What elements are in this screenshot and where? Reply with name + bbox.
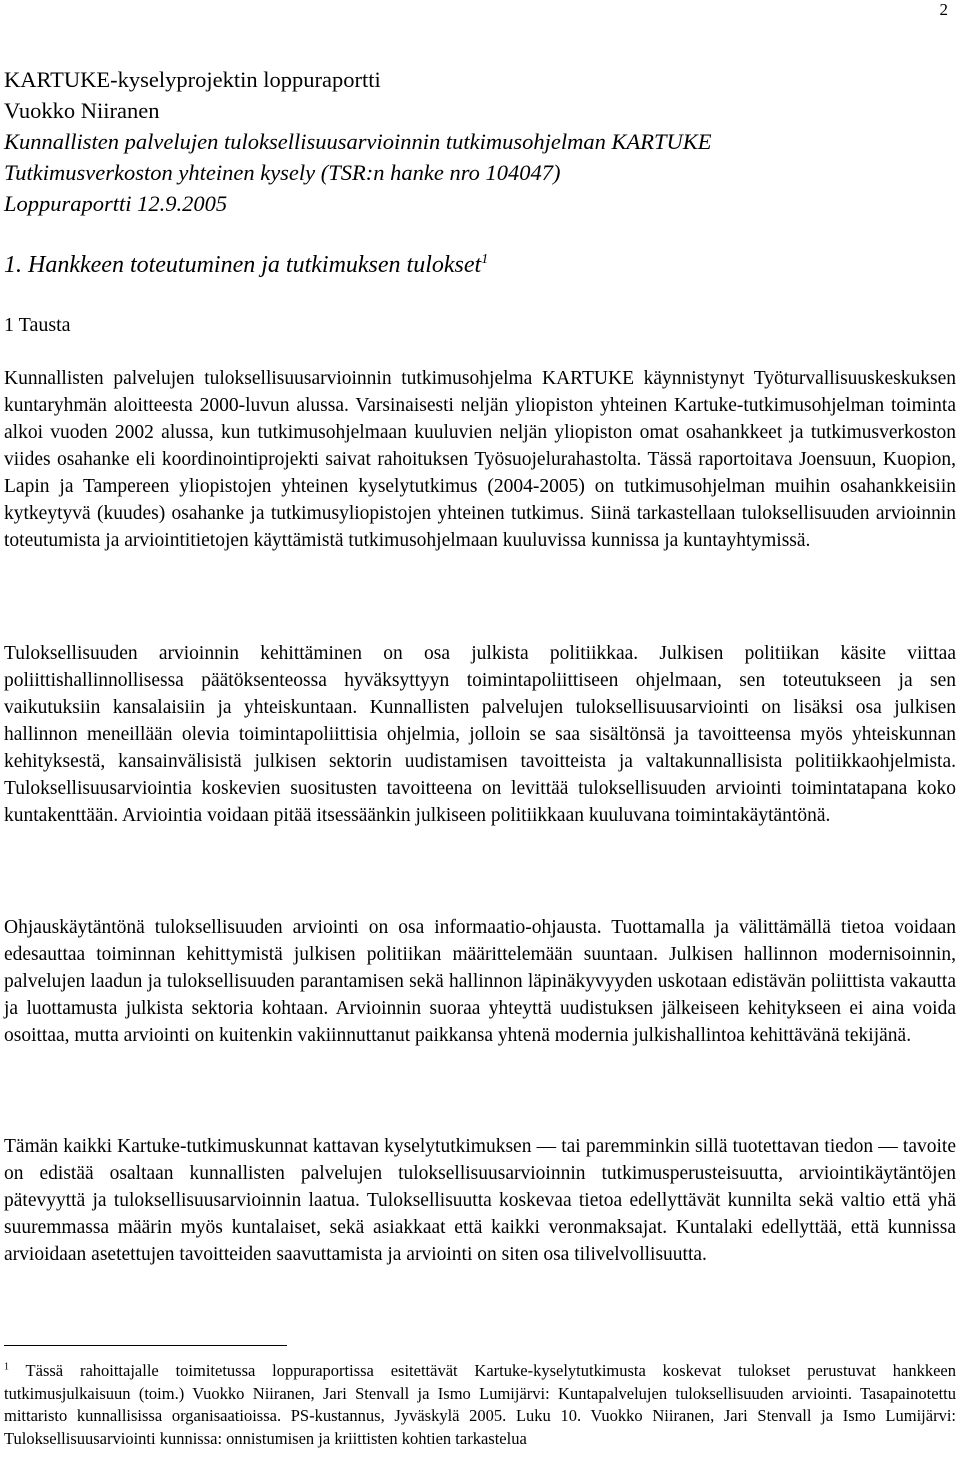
paragraph: Ohjauskäytäntönä tuloksellisuuden arviointi on osa informaatio-ohjausta. Tuottamalla ja välittämällä tietoa voidaan edesauttaa toiminnan kehittymistä julkisen politiikan määrittelemään suuntaan. Julkisen hallinnon modernisoinnin, palvelujen laadun ja tuloksellisuuden parantamisen sekä hallinnon läpinäkyvyyden uskotaan edistävän poliittista vakautta ja luottamusta julkista sektoria kohtaan. Arvioinnin suoraa yhteyttä uudistuksen jälkeiseen kehitykseen ei aina voida osoittaa, mutta arviointi on kuitenkin vakiinnuttanut paikkansa yhtenä modernia julkishallintoa kehittävänä tekijänä. xyxy=(4,917,956,1046)
footnote-mark: 1 xyxy=(4,1361,9,1373)
paragraph: Tämän kaikki Kartuke-tutkimuskunnat kattavan kyselytutkimuksen — tai paremminkin sillä tuotettavan tiedon — tavoite on edistää osaltaan kunnallisten palvelujen tuloksellisuusarvioinnin tutkimusperusteisuutta, arviointikäytäntöjen pätevyyttä ja tuloksellisuusarvioinnin laatua. Tuloksellisuutta koskevaa tietoa edellyttävät kunnilta sekä valtio että yhä suuremmassa määrin myös kuntalaiset, sekä asiakkaat että kaikki veronmaksajat. Kuntalaki edellyttää, että kunnissa arvioidaan asetettujen tavoitteiden saavuttamista ja arviointi on siten osa tilivelvollisuutta. xyxy=(4,1136,956,1265)
body-section-1 xyxy=(4,365,956,554)
paragraph: Tuloksellisuuden arvioinnin kehittäminen on osa julkista politiikkaa. Julkisen politiikan käsite viittaa poliittishallinnollisessa päätöksenteossa hyväksyttyyn toimintapoliittiseen ohjelmaan, sen toteutukseen ja sen vaikutuksiin kansalaisiin ja yhteiskuntaan. Kunnallisten palvelujen tuloksellisuusarviointi on lisäksi osa julkisen hallinnon meneillään olevia toimintapoliittisia ohjelmia, jolloin se saa sisältönsä ja tavoitteensa myös yhteiskunnan kehityksestä, kansainvälisistä julkisen sektorin uudistamisen tavoitteista ja valtakunnallisista politiikkaohjelmista. Tuloksellisuusarviointia koskevien suositusten tavoitteena on levittää tuloksellisuuden arviointi toimintatapana koko kuntakenttään. Arviointia voidaan pitää itsessäänkin julkiseen politiikkaan kuuluvana toimintakäytäntönä. xyxy=(4,643,956,826)
footnote-reference[interactable]: 1 xyxy=(481,252,489,267)
body-section-3 xyxy=(4,914,956,1049)
report-title: KARTUKE-kyselyprojektin loppuraportti xyxy=(4,67,381,92)
section-heading xyxy=(4,248,488,282)
page-number: 2 xyxy=(939,0,948,19)
report-header xyxy=(4,64,944,219)
project-name: Tutkimusverkoston yhteinen kysely (TSR:n hanke nro 104047) xyxy=(4,160,561,185)
section-heading-text: 1. Hankkeen toteutuminen ja tutkimuksen tulokset xyxy=(4,252,482,278)
report-date: Loppuraportti 12.9.2005 xyxy=(4,191,228,216)
body-section-2 xyxy=(4,640,956,829)
paragraph: Kunnallisten palvelujen tuloksellisuusarvioinnin tutkimusohjelma KARTUKE käynnistynyt Työturvallisuuskeskuksen kuntaryhmän aloitteesta 2000-luvun alussa. Varsinaisesti neljän yliopiston yhteinen Kartuke-tutkimusohjelman toiminta alkoi vuoden 2002 alussa, kun tutkimusohjelmaan kuuluvien neljän yliopiston omat osahankkeet ja tutkimusverkoston viides osahanke eli koordinointiprojekti saivat rahoituksen Työsuojelurahastolta. Tässä raportoitava Joensuun, Kuopion, Lapin ja Tampereen yliopistojen yhteinen kyselytutkimus (2004-2005) on tutkimusohjelman muihin osahankkeisiin kytkeytyvä (kuudes) osahanke ja tutkimusyliopistojen yhteinen tutkimus. Siinä tarkastellaan tuloksellisuuden arvioinnin toteutumista ja arviointitietojen käyttämistä tutkimusohjelmaan kuuluvissa kunnissa ja kuntayhtymissä. xyxy=(4,368,956,551)
body-section-4 xyxy=(4,1133,956,1268)
footnote xyxy=(4,1360,956,1450)
footnote-text: Tässä rahoittajalle toimitetussa loppuraportissa esitettävät Kartuke-kyselytutkimusta koskevat tulokset perustuvat hankkeen tutkimusjulkaisuun (toim.) Vuokko Niiranen, Jari Stenvall ja Ismo Lumijärvi: Kuntapalvelujen tuloksellisuuden arviointi. Tasapainotettu mittaristo kunnallisissa organisaatioissa. PS-kustannus, Jyväskylä 2005. Luku 10. Vuokko Niiranen, Jari Stenvall ja Ismo Lumijärvi: Tuloksellisuusarviointi kunnissa: onnistumisen ja kriittisten kohtien tarkastelua xyxy=(4,1361,956,1448)
author-name: Vuokko Niiranen xyxy=(4,98,160,123)
program-name: Kunnallisten palvelujen tuloksellisuusarvioinnin tutkimusohjelman KARTUKE xyxy=(4,129,712,154)
footnote-divider xyxy=(4,1345,287,1346)
subsection-heading: 1 Tausta xyxy=(4,314,71,336)
